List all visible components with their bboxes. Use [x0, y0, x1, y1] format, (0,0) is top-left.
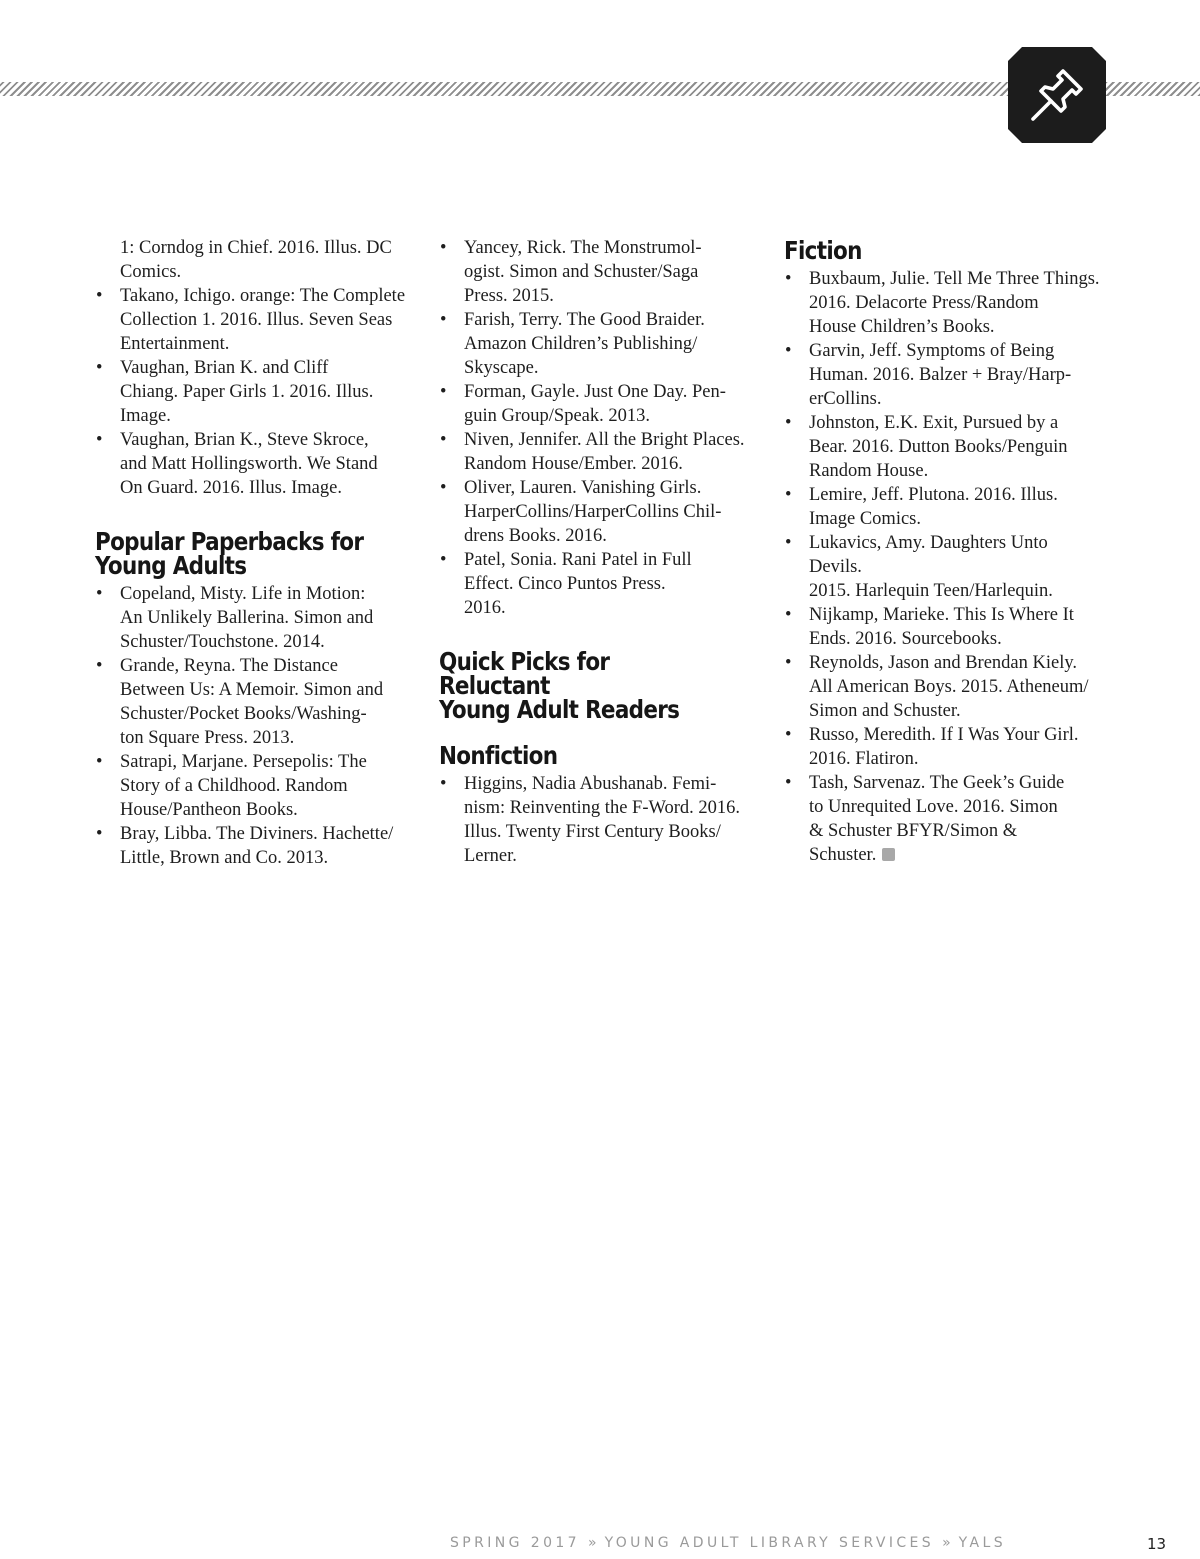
entry-text: Higgins, Nadia Abushanab. Femi- nism: Reinventing the F-Word. 2016. Illus. Twenty First Century Books/ Lerner.	[464, 774, 740, 866]
section-heading: Quick Picks for Reluctant Young Adult Readers	[439, 647, 680, 724]
list-item	[784, 771, 1104, 867]
entry-text: Forman, Gayle. Just One Day. Pen- guin Group/Speak. 2013.	[464, 382, 726, 426]
entry-text: 1: Corndog in Chief. 2016. Illus. DC Comics.	[120, 238, 392, 282]
entry-text: Farish, Terry. The Good Braider. Amazon Children’s Publishing/ Skyscape.	[464, 310, 705, 378]
list-item	[95, 284, 415, 356]
list-item-continued	[95, 236, 415, 284]
subsection-heading: Nonfiction	[439, 741, 558, 770]
column-2	[439, 236, 759, 868]
list-item	[784, 339, 1104, 411]
footer-abbrev: YALS	[958, 1535, 1007, 1551]
list-item	[439, 428, 759, 476]
page-number: 13	[1147, 1535, 1167, 1553]
entry-text: Oliver, Lauren. Vanishing Girls. HarperCollins/HarperCollins Chil- drens Books. 2016.	[464, 478, 722, 546]
entry-text: Grande, Reyna. The Distance Between Us: A Memoir. Simon and Schuster/Pocket Books/Washing- ton Square Press. 2013.	[120, 656, 384, 748]
list-item	[439, 548, 759, 620]
entry-text: Yancey, Rick. The Monstrumol- ogist. Simon and Schuster/Saga Press. 2015.	[464, 238, 702, 306]
footer-separator: »	[942, 1535, 951, 1551]
list-item	[439, 308, 759, 380]
list-item	[95, 428, 415, 500]
list-item	[784, 411, 1104, 483]
entry-text: Reynolds, Jason and Brendan Kiely. All American Boys. 2015. Atheneum/ Simon and Schuster.	[809, 653, 1089, 721]
entry-text: Bray, Libba. The Diviners. Hachette/ Little, Brown and Co. 2013.	[120, 824, 394, 868]
pushpin-badge	[1008, 47, 1106, 143]
list-item	[784, 651, 1104, 723]
list-item	[95, 750, 415, 822]
end-of-article-mark	[882, 848, 895, 861]
entry-text: Lemire, Jeff. Plutona. 2016. Illus. Image Comics.	[809, 485, 1058, 529]
section-heading: Fiction	[784, 236, 862, 265]
entry-text: Copeland, Misty. Life in Motion: An Unlikely Ballerina. Simon and Schuster/Touchstone. 2014.	[120, 584, 374, 652]
column-1	[95, 236, 415, 870]
bibliography-list	[784, 267, 1104, 867]
list-item	[95, 822, 415, 870]
entry-text: Garvin, Jeff. Symptoms of Being Human. 2016. Balzer + Bray/Harp- erCollins.	[809, 341, 1072, 409]
entry-text: Satrapi, Marjane. Persepolis: The Story of a Childhood. Random House/Pantheon Books.	[120, 752, 367, 820]
footer-separator: »	[588, 1535, 597, 1551]
entry-text: Buxbaum, Julie. Tell Me Three Things. 2016. Delacorte Press/Random House Children’s Books.	[809, 269, 1100, 337]
section-heading: Popular Paperbacks for Young Adults	[95, 527, 364, 580]
entry-text: Lukavics, Amy. Daughters Unto Devils. 2015. Harlequin Teen/Harlequin.	[809, 533, 1053, 601]
entry-text: Niven, Jennifer. All the Bright Places. Random House/Ember. 2016.	[464, 430, 745, 474]
entry-text: Vaughan, Brian K., Steve Skroce, and Matt Hollingsworth. We Stand On Guard. 2016. Illus. Image.	[120, 430, 378, 498]
entry-text: Patel, Sonia. Rani Patel in Full Effect. Cinco Puntos Press. 2016.	[464, 550, 692, 618]
list-item	[95, 582, 415, 654]
list-item	[784, 531, 1104, 603]
list-item	[439, 476, 759, 548]
bibliography-list	[439, 772, 759, 868]
list-item	[439, 772, 759, 868]
list-item	[439, 236, 759, 308]
running-footer	[450, 1535, 1006, 1551]
footer-season: SPRING 2017	[450, 1535, 580, 1551]
bibliography-list	[95, 236, 415, 500]
bibliography-list	[439, 236, 759, 620]
entry-text: Tash, Sarvenaz. The Geek’s Guide to Unrequited Love. 2016. Simon & Schuster BFYR/Simon & Schuster.	[809, 773, 1065, 865]
footer-journal: YOUNG ADULT LIBRARY SERVICES	[604, 1535, 935, 1551]
bibliography-list	[95, 582, 415, 870]
list-item	[95, 356, 415, 428]
column-3	[784, 236, 1104, 867]
entry-text: Vaughan, Brian K. and Cliff Chiang. Paper Girls 1. 2016. Illus. Image.	[120, 358, 374, 426]
list-item	[784, 603, 1104, 651]
entry-text: Nijkamp, Marieke. This Is Where It Ends. 2016. Sourcebooks.	[809, 605, 1074, 649]
entry-text: Johnston, E.K. Exit, Pursued by a Bear. 2016. Dutton Books/Penguin Random House.	[809, 413, 1068, 481]
entry-text: Russo, Meredith. If I Was Your Girl. 2016. Flatiron.	[809, 725, 1079, 769]
list-item	[95, 654, 415, 750]
list-item	[439, 380, 759, 428]
list-item	[784, 723, 1104, 771]
list-item	[784, 267, 1104, 339]
entry-text: Takano, Ichigo. orange: The Complete Collection 1. 2016. Illus. Seven Seas Entertainment.	[120, 286, 406, 354]
pushpin-icon	[1027, 65, 1087, 125]
list-item	[784, 483, 1104, 531]
